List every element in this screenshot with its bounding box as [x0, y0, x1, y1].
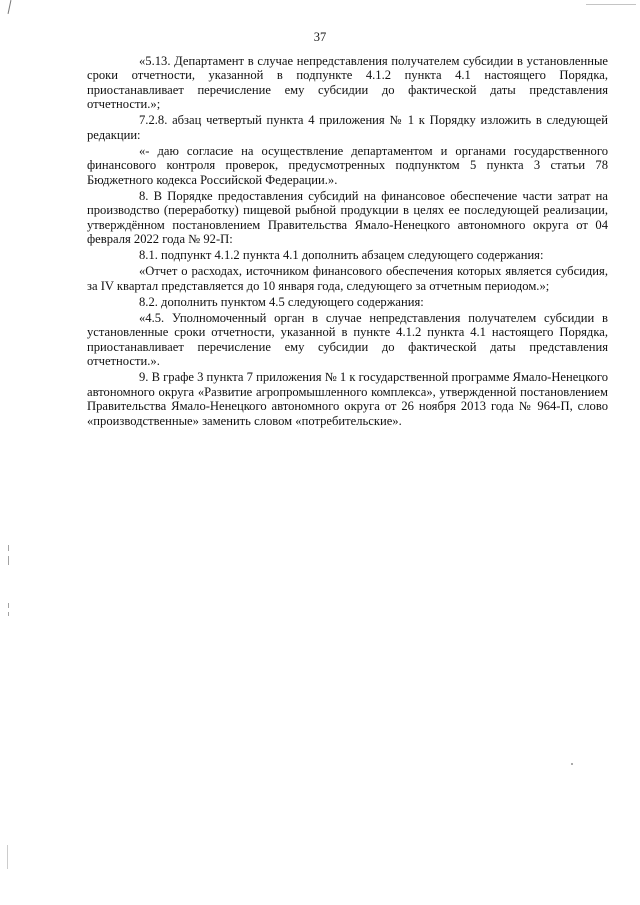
scan-artifact [8, 545, 9, 551]
scan-artifact [8, 603, 9, 608]
paragraph-5-13: «5.13. Департамент в случае непредставления получателем субсидии в установленные сроки отчетности, указанной в подпункте 4.1.2 пункта 4.1 настоящего Порядка, приостанавливает перечисление ему субсидии до фактической даты представления отчетности.»; [87, 54, 608, 112]
scan-artifact [8, 556, 9, 565]
paragraph-4-5-quote: «4.5. Уполномоченный орган в случае непредставления получателем субсидии в установленные сроки отчетности, указанной в пункте 4.1.2 пункта 4.1 настоящего Порядка, приостанавливает перечисление ему субсидии до фактической даты представления отчетности.». [87, 310, 608, 369]
paragraph-7-2-8: 7.2.8. абзац четвертый пункта 4 приложения № 1 к Порядку изложить в следующей редакции: [87, 113, 608, 142]
paragraph-report-quote: «Отчет о расходах, источником финансового обеспечения которых является субсидия, за IV квартал представляется до 10 января года, следующего за отчетным периодом.»; [87, 264, 608, 293]
paragraph-8: 8. В Порядке предоставления субсидий на финансовое обеспечение части затрат на производство (переработку) пищевой рыбной продукции в целях ее последующей реализации, утверждённом постановлением Правительства Ямало-Ненецкого автономного округа от 04 февраля 2022 года № 92-П: [87, 188, 608, 247]
page-number: 37 [313, 30, 327, 44]
scan-artifact [571, 763, 573, 765]
document-body [87, 54, 608, 430]
paragraph-8-2: 8.2. дополнить пунктом 4.5 следующего содержания: [139, 294, 424, 309]
scan-artifact [7, 845, 8, 869]
scan-artifact [586, 4, 636, 5]
paragraph-8-1: 8.1. подпункт 4.1.2 пункта 4.1 дополнить абзацем следующего содержания: [139, 248, 544, 263]
paragraph-9: 9. В графе 3 пункта 7 приложения № 1 к государственной программе Ямало-Ненецкого автономного округа «Развитие агропромышленного комплекса», утвержденной постановлением Правительства Ямало-Ненецкого автономного округа от 26 ноября 2013 года № 964-П, слово «производственные» заменить словом «потребительские». [87, 370, 608, 428]
paragraph-consent-quote: «- даю согласие на осуществление департаментом и органами государственного финансового контроля проверок, предусмотренных подпунктом 5 пункта 3 статьи 78 Бюджетного кодекса Российской Федерации.». [87, 143, 608, 187]
scan-artifact [8, 0, 12, 14]
scan-artifact [8, 612, 9, 616]
